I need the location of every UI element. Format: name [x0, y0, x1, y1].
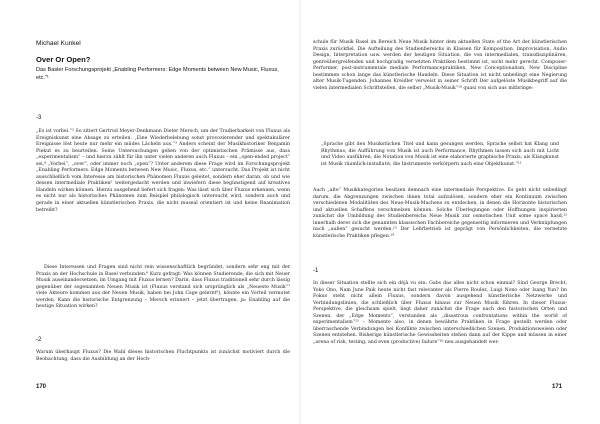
article-subtitle: Das Basler Forschungsprojekt „Enabling Performers: Edge Moments between New Music, Fluxus, etc.“¹ [36, 67, 279, 82]
page-number-left: 170 [36, 384, 47, 390]
section-marker-minus-2: -2 [36, 337, 42, 343]
left-page [36, 0, 290, 424]
paragraph: In dieser Situation stellte sich ein déjà vu ein: Gabs das alles nicht schon einmal? Sind George Brecht, Yoko Ono, Nam June Paik heute nicht fast relevanter als Pierre Boulez, Luigi Nono oder Isang Yun? Im Fokus steht nicht allein Fluxus, sondern davon ausgehend künstlerische Netzwerke und Verbindungslinien, die schließlich über Fluxus hinaus zur Neuen Musik führen. In dieser Fluxus-Perspektive, die gleichsam spielt, liegt daher zunächst die Frage nach den historischen Orten und Szenen, der „Edge Moments“, verstanden als „disastrous confrontations within the world of experimentalism“¹⁵ – Momente also, in denen bewährte Praktiken in Frage gestellt werden oder überraschende Verbindungen bei Konflikte zwischen unterschiedlichen Szenen, Produktionsweisen oder Szenen entstehen. Bisherige künstlerische Gewissheiten stehen dann auf der Kippe und müssen in einer „arena of risk, testing, and even (productive) failure“¹⁶ neu ausgehandelt wer- [313, 281, 567, 345]
section-marker-minus-1: -1 [313, 268, 319, 274]
section-marker-minus-3: -3 [36, 115, 42, 121]
article-title: Over Or Open? [36, 55, 91, 64]
paragraph: Auch „alte“ Musikkategorien besitzen demnach eine intermediale Perspektive. Es geht nicht unbedingt darum, die Abgrenzungen zwischen ihnen total aufzulösen, sondern eher ein Kontinuum zwischen verschiedenen Modalitäten des Neue-Musik-Machens zu entdecken, in denen die Horizonte historischen und aktuellen Schaffens verschmelzen können. Solche Überlegungen oder Hoffnungen inspirierten zunächst die Umbildung des Studienbereichs Neue Musik zur osmotischen Unit some space hasd,¹² innerhalb derer sich die genannten klassischen Fachbereiche gegenseitig informieren und Verknüpfungen nach „außen“ gesucht werden.¹³ Der Lehrbetrieb ist geprägt von Persönlichkeiten, die vernetzte künstlerische Praktiken pflegen.¹⁴ [313, 188, 567, 239]
book-gutter [299, 0, 301, 424]
paragraph: Diese Interessen und Fragen sind nicht rein wissenschaftlich begründet, sondern sehr eng mit der Praxis an der Hochschule in Basel verbunden.⁶ Kurz gefragt: Was können Studierende, die sich mit Neuer Musik auseinandersetzen, im Umgang mit Fluxus lernen? Darin, dass Fluxus traditionell sehr durch lässig gegenüber der sogenannten Neuen Musik ist (Fluxus verstand sich ursprünglich als „Neueste Musik“⁷ viele Akteure kommen aus der Neuen Musik, haben bei John Cage gelernt⁸), könnte ein Vorteil vermutet werden. Kann die historische Entgrenzung – Mersch erinnert – jetzt übertragen, ja: Enabling auf die heutige Situation wirken? [36, 265, 290, 310]
block-quote: „Sprache gibt den Musikstücken Titel und kann gesungen werden, Sprache selbst hat Klang und Rhythmus, die Aufführung von Musik ist auch Performance, Rhythmen lassen sich auch mit Licht und Video ausführen, die Notation von Musik ist eine elaborierte graphische Praxis, als Klangkunst ist Musik räumlich-installativ, die Instrumente verkörpern auch eine Objektkunst.“¹¹ [321, 142, 559, 167]
author-name: Michael Kunkel [36, 40, 81, 47]
page-number-right: 171 [552, 384, 563, 390]
paragraph: Warum überhaupt Fluxus? Die Wahl dieses historischen Fluchtpunkts ist zunächst motiviert durch die Beobachtung, dass die Ausbildung an der Hoch- [36, 350, 290, 362]
paragraph: schule für Musik Basel im Bereich Neue Musik hinter dem aktuellen State of the Art der künstlerischen Praxis zurückfiel. Die Aufteilung des Studienbereichs in Klassen für Komposition, Improvisation, Audio Design, Interpretation usw. werden der heutigen Situation, die von intermedialen, transdisziplinären, genreübergreifenden und hochgradig vernetzten Praktiken bestimmt ist, nicht mehr gerecht. Composer-Performer, post-instrumentale mediale Performancepraktiken, New Conceptionalism, New Discipline bestimmen schon lange das künstlerische Handeln. Diese Situation ist nicht unbedingt eine Negierung alter Musik-Tugenden. Johannes Kreidler verweist in seiner Schrift Der aufgelöste Musikbegriff auf die vielen intermedialen Schriftstellen, die selbst „Musik-Musik“¹⁰ quasi von sich aus mitbringe: [313, 40, 567, 91]
paragraph: „Es ist vorbei.“² So zitiert Gertrud Meyer-Denkmann Dieter Mersch, um der Tradierbarkeit von Fluxus als Ereigniskunst eine Absage zu erteilen. „Eine Wiederbelebung sonst provozierender und spektakulärer Ereignisse löst heute nur mehr ein müdes Lächeln aus.“³ Anders scheint der Musikhistoriker Benjamin Piekut es zu beurteilen. Seine Untersuchungen gehen von der optimistischen Prämisse aus, dass „experimentalism“ – und hierzu zählt für ihn unter vielen anderen auch Fluxus – ein „open-ended project“ sei.⁴ „Vorbei“, „over“, oder immer noch „open“? Unter anderem diese Frage wird im Forschungsprojekt „Enabling Performers. Edge Moments between New Music, Fluxus, etc.“ untersucht. Das Projekt ist nicht ausschließlich vom Interesse am historischen Phänomen Fluxus geleitet, sondern eher daran, ob und wie dessen intermediale Praktiken⁵ weitergedacht werden und inwiefern diese begünstigend auf kreatives Handeln wirken können. Hierzu ausgehend liefert sich fragen: Was lässt sich über Fluxus erkennen, wenn es nicht nur als historisches Phänomen zum Beispiel philologisch untersucht wird, sondern auch und gerade in einer aktuellen künstlerischen Praxis, die nicht museal orientiert ist und keine Reanimation betreibt? [36, 129, 290, 213]
right-page [313, 0, 567, 424]
